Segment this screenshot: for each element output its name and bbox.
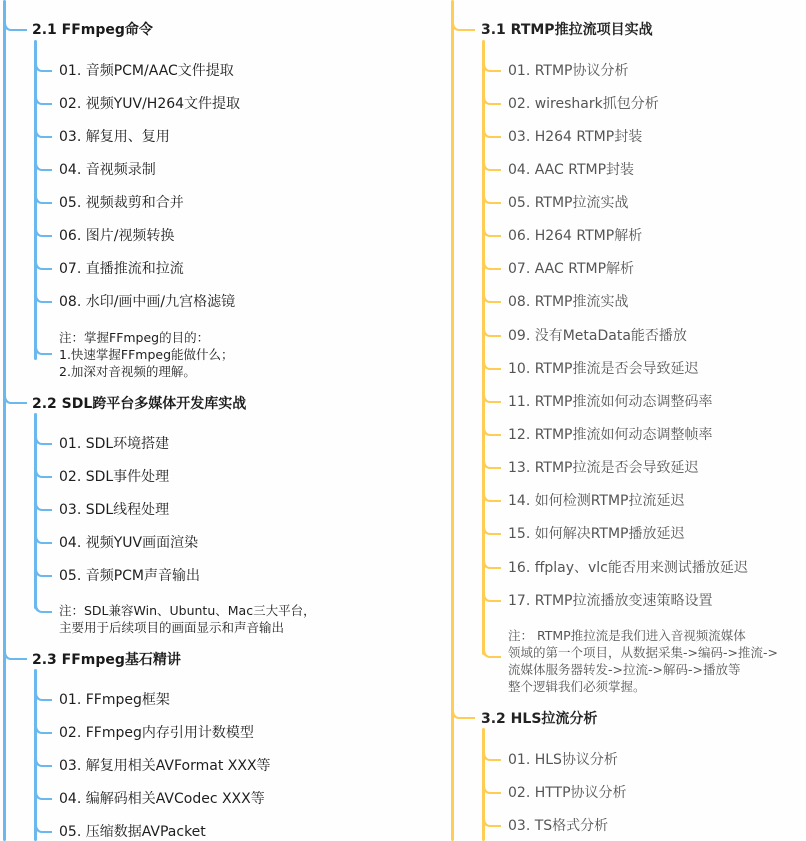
item-connector <box>482 559 501 569</box>
item-connector <box>34 194 52 204</box>
section-note <box>508 627 778 695</box>
list-item[interactable]: 02. HTTP协议分析 <box>508 785 627 801</box>
item-connector <box>34 293 52 303</box>
list-item[interactable]: 05. 视频裁剪和合并 <box>59 195 184 211</box>
list-item[interactable]: 07. 直播推流和拉流 <box>59 261 184 277</box>
item-connector <box>34 260 52 270</box>
item-connector <box>482 161 501 171</box>
note-line: 注： RTMP推拉流是我们进入音视频流媒体 <box>508 628 746 643</box>
item-connector <box>482 194 501 204</box>
list-item[interactable]: 07. AAC RTMP解析 <box>508 261 635 277</box>
list-item[interactable]: 08. 水印/画中画/九宫格滤镜 <box>59 294 236 310</box>
list-item[interactable]: 09. 没有MetaData能否播放 <box>508 328 687 344</box>
list-item[interactable]: 13. RTMP拉流是否会导致延迟 <box>508 460 699 476</box>
item-connector <box>482 227 501 237</box>
item-connector <box>482 95 501 105</box>
item-connector <box>482 293 501 303</box>
list-item[interactable]: 05. RTMP拉流实战 <box>508 195 629 211</box>
note-line: 1.快速掌握FFmpeg能做什么； <box>59 347 234 362</box>
item-connector <box>482 62 501 72</box>
list-item[interactable]: 04. 编解码相关AVCodec XXX等 <box>59 791 265 807</box>
list-item[interactable]: 03. 解复用相关AVFormat XXX等 <box>59 758 271 774</box>
item-connector <box>34 823 52 833</box>
item-connector <box>482 592 501 602</box>
list-item[interactable]: 01. RTMP协议分析 <box>508 63 629 79</box>
section-heading-3-1[interactable]: 3.1 RTMP推拉流项目实战 <box>481 22 653 38</box>
note-line: 注：掌握FFmpeg的目的： <box>59 330 210 345</box>
list-item[interactable]: 03. SDL线程处理 <box>59 502 170 518</box>
item-connector <box>34 161 52 171</box>
item-connector <box>34 757 52 767</box>
item-connector <box>482 327 501 337</box>
section-connector <box>3 649 27 660</box>
section-connector <box>451 20 475 31</box>
list-item[interactable]: 05. 音频PCM声音输出 <box>59 568 201 584</box>
list-item[interactable]: 04. 音视频录制 <box>59 162 156 178</box>
item-connector <box>34 567 52 577</box>
list-item[interactable]: 11. RTMP推流如何动态调整码率 <box>508 394 713 410</box>
section-connector <box>451 708 475 719</box>
list-item[interactable]: 17. RTMP拉流播放变速策略设置 <box>508 593 713 609</box>
item-connector <box>34 790 52 800</box>
item-connector <box>482 817 501 827</box>
item-connector <box>482 459 501 469</box>
left-main-trunk <box>3 0 6 841</box>
section-heading-2-2[interactable]: 2.2 SDL跨平台多媒体开发库实战 <box>32 396 247 412</box>
list-item[interactable]: 02. wireshark抓包分析 <box>508 96 659 112</box>
item-connector <box>482 525 501 535</box>
list-item[interactable]: 02. FFmpeg内存引用计数模型 <box>59 725 254 741</box>
section-heading-3-2[interactable]: 3.2 HLS拉流分析 <box>481 711 598 727</box>
list-item[interactable]: 01. FFmpeg框架 <box>59 692 170 708</box>
item-connector <box>34 128 52 138</box>
item-connector <box>34 534 52 544</box>
section-connector <box>3 393 27 404</box>
list-item[interactable]: 14. 如何检测RTMP拉流延迟 <box>508 493 685 509</box>
item-connector <box>482 751 501 761</box>
list-item[interactable]: 06. H264 RTMP解析 <box>508 228 643 244</box>
list-item[interactable]: 04. AAC RTMP封装 <box>508 162 635 178</box>
item-connector <box>34 62 52 72</box>
item-connector <box>482 128 501 138</box>
item-connector <box>34 691 52 701</box>
item-connector <box>482 393 501 403</box>
item-connector <box>34 435 52 445</box>
list-item[interactable]: 05. 压缩数据AVPacket <box>59 824 206 840</box>
list-item[interactable]: 04. 视频YUV画面渲染 <box>59 535 199 551</box>
section-heading-2-3[interactable]: 2.3 FFmpeg基石精讲 <box>32 652 181 668</box>
item-connector <box>34 95 52 105</box>
list-item[interactable]: 10. RTMP推流是否会导致延迟 <box>508 361 699 377</box>
list-item[interactable]: 01. SDL环境搭建 <box>59 436 170 452</box>
section-heading-2-1[interactable]: 2.1 FFmpeg命令 <box>32 22 153 38</box>
list-item[interactable]: 02. SDL事件处理 <box>59 469 170 485</box>
list-item[interactable]: 03. H264 RTMP封装 <box>508 129 643 145</box>
note-connector <box>482 648 501 658</box>
section-connector <box>3 20 27 31</box>
item-connector <box>34 501 52 511</box>
list-item[interactable]: 03. TS格式分析 <box>508 818 609 834</box>
item-connector <box>482 492 501 502</box>
note-line: 主要用于后续项目的画面显示和声音输出 <box>59 620 285 635</box>
note-line: 注：SDL兼容Win、Ubuntu、Mac三大平台， <box>59 603 316 618</box>
list-item[interactable]: 01. 音频PCM/AAC文件提取 <box>59 63 234 79</box>
section-note <box>59 602 316 636</box>
note-line: 整个逻辑我们必须掌握。 <box>508 679 646 694</box>
item-connector <box>482 360 501 370</box>
list-item[interactable]: 03. 解复用、复用 <box>59 129 170 145</box>
note-line: 2.加深对音视频的理解。 <box>59 364 196 379</box>
note-connector <box>34 345 52 355</box>
item-connector <box>482 784 501 794</box>
note-connector <box>34 603 52 613</box>
item-connector <box>34 724 52 734</box>
list-item[interactable]: 15. 如何解决RTMP播放延迟 <box>508 526 685 542</box>
list-item[interactable]: 02. 视频YUV/H264文件提取 <box>59 96 241 112</box>
list-item[interactable]: 01. HLS协议分析 <box>508 752 618 768</box>
item-connector <box>34 227 52 237</box>
list-item[interactable]: 16. ffplay、vlc能否用来测试播放延迟 <box>508 560 748 576</box>
item-connector <box>482 260 501 270</box>
item-connector <box>482 426 501 436</box>
item-connector <box>34 468 52 478</box>
section-note <box>59 329 234 380</box>
note-line: 领域的第一个项目，从数据采集->编码->推流-> <box>508 645 778 660</box>
list-item[interactable]: 06. 图片/视频转换 <box>59 228 175 244</box>
note-line: 流媒体服务器转发->拉流->解码->播放等 <box>508 662 741 677</box>
list-item[interactable]: 08. RTMP推流实战 <box>508 294 629 310</box>
list-item[interactable]: 12. RTMP推流如何动态调整帧率 <box>508 427 713 443</box>
